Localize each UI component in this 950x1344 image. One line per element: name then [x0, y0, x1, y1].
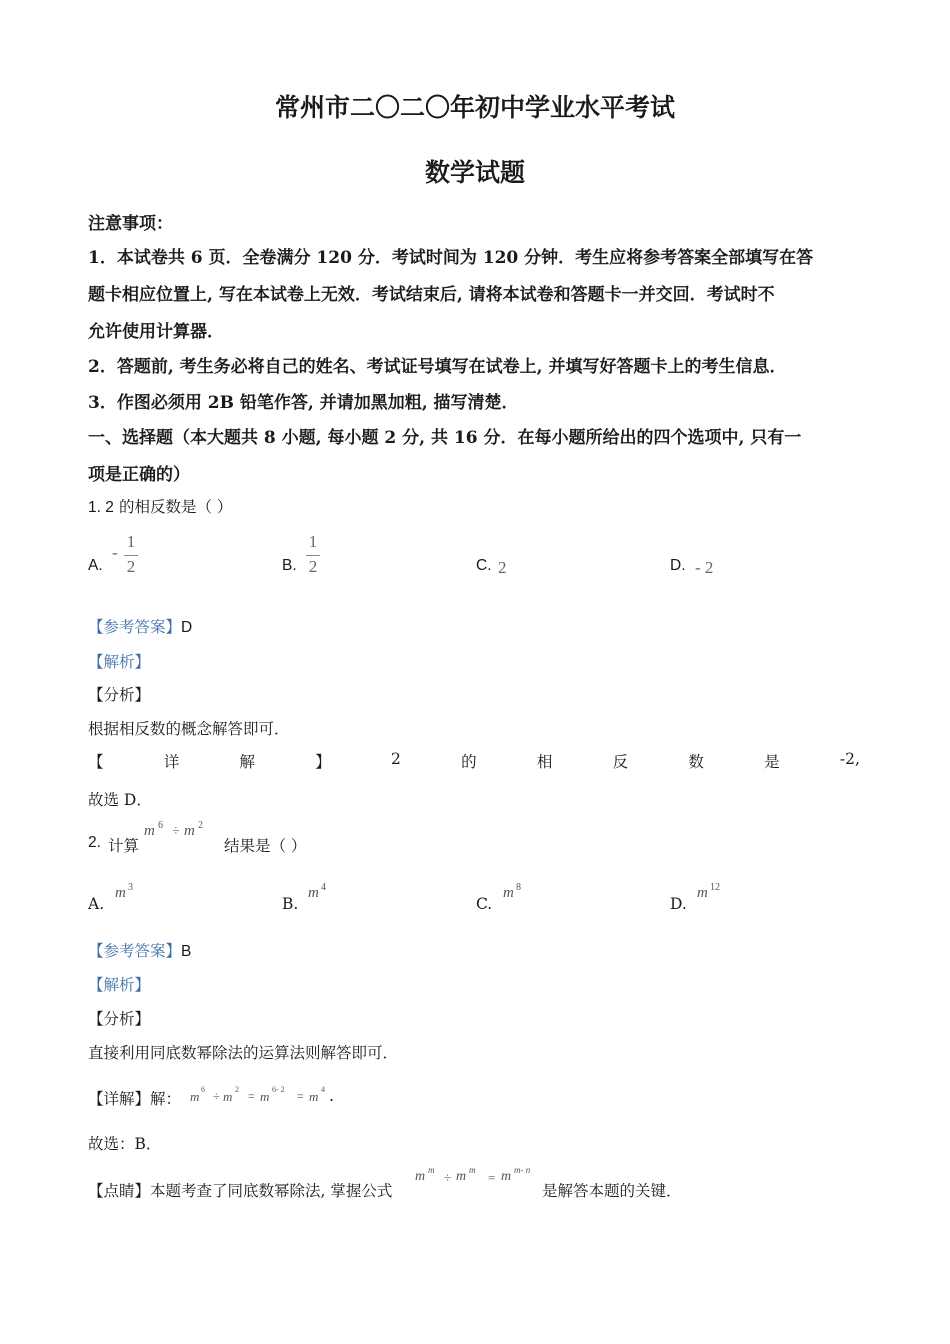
- q1-option-a-denominator: 2: [126, 557, 136, 576]
- q2-detail-div: ÷: [213, 1089, 220, 1103]
- q2-detail-eq2: =: [297, 1089, 304, 1103]
- page-subtitle: 数学试题: [424, 158, 525, 187]
- q1-detail-token: -2,: [839, 750, 860, 768]
- q2-option-d-base: m: [697, 885, 708, 901]
- q1-option-b-fraction-bar: [306, 555, 320, 556]
- q2-number: 2.: [88, 834, 101, 851]
- q1-detail-token: 反: [612, 753, 629, 771]
- q2-expr-base2: m: [184, 823, 195, 839]
- q2-detail-e4: 4: [321, 1085, 325, 1094]
- q2-tip-label: 【点睛】本题考查了同底数幂除法, 掌握公式: [88, 1182, 393, 1200]
- q2-answer: [88, 939, 191, 961]
- q2-detail-m2: m: [223, 1089, 233, 1104]
- q2-option-d-letter: D.: [670, 895, 687, 913]
- q1-option-a-sign: -: [112, 543, 118, 562]
- q2-expr-base1: m: [144, 823, 155, 839]
- q1-stem-text: 的相反数是（ ）: [118, 498, 233, 516]
- notice-line-3: 允许使用计算器．: [88, 322, 224, 342]
- q2-answer-value: B: [181, 943, 192, 960]
- q2-stem-after: 结果是（ ）: [224, 837, 307, 855]
- q1-option-d-letter: D.: [670, 557, 686, 574]
- q1-option-a-numerator: 1: [126, 532, 136, 551]
- q2-tip-eq: =: [488, 1170, 496, 1185]
- q1-option-c-value: 2: [498, 558, 507, 577]
- q2-detail-e1: 6: [201, 1085, 205, 1094]
- q2-option-b-base: m: [308, 885, 319, 901]
- q1-option-a-letter: A.: [88, 557, 103, 574]
- q2-option-c-base: m: [503, 885, 514, 901]
- q2-expr-exp2: 2: [198, 820, 203, 831]
- q2-detail-eq1: =: [248, 1089, 255, 1103]
- section-heading-line-1: 一、选择题（本大题共 8 小题, 每小题 2 分, 共 16 分．在每小题所给出的四个选项中, 只有一: [88, 428, 802, 448]
- q1-detail-token: 是: [764, 753, 780, 771]
- q1-fenxi-text: 根据相反数的概念解答即可．: [88, 720, 290, 738]
- page-title: 常州市二〇二〇年初中学业水平考试: [274, 93, 675, 122]
- q1-detail-token: 相: [536, 753, 553, 771]
- q2-tip-after: 是解答本题的关键．: [542, 1182, 682, 1200]
- q2-expr-exp1: 6: [158, 820, 163, 831]
- q1-option-c-letter: C.: [476, 557, 492, 574]
- q2-option-c-letter: C.: [476, 895, 493, 913]
- q2-option-a-base: m: [115, 885, 126, 901]
- q2-detail-e3: 6- 2: [272, 1085, 285, 1094]
- q1-detail-token: 【: [88, 753, 104, 771]
- q2-detail-label: 【详解】解：: [88, 1090, 182, 1108]
- q1-detail-line: [88, 750, 860, 772]
- q2-conclusion: 故选：B．: [88, 1135, 162, 1153]
- q2-detail-e2: 2: [235, 1085, 239, 1094]
- q1-option-b-numerator: 1: [308, 532, 318, 551]
- q2-tip-m3: m: [501, 1169, 512, 1184]
- q2-detail-end: .: [329, 1087, 334, 1105]
- q1-detail-token: 详: [163, 753, 180, 771]
- notice-line-4: 2．答题前, 考生务必将自己的姓名、考试证号填写在试卷上, 并填写好答题卡上的考生信息．: [88, 357, 787, 377]
- q2-option-b-letter: B.: [282, 895, 299, 913]
- q1-detail-token: 解: [239, 753, 256, 771]
- q1-fenxi-label: 【分析】: [88, 686, 151, 704]
- q2-tip-e1: m: [428, 1165, 435, 1175]
- q2-tip-div: ÷: [444, 1170, 452, 1185]
- notice-line-1: 1．本试卷共 6 页．全卷满分 120 分．考试时间为 120 分钟．考生应将参考答案全部填写在答: [88, 248, 814, 268]
- q1-option-b-denominator: 2: [308, 557, 318, 576]
- q2-expr-op: ÷: [172, 824, 180, 839]
- q2-detail-m1: m: [190, 1089, 200, 1104]
- q2-tip-m2: m: [456, 1169, 467, 1184]
- q1-analysis-label: 【解析】: [88, 653, 151, 671]
- q1-option-a-fraction-bar: [124, 555, 138, 556]
- q2-detail-m4: m: [309, 1089, 319, 1104]
- q2-option-d-exp: 12: [710, 882, 720, 893]
- q1-detail-token: 的: [461, 753, 477, 771]
- q1-answer-value: D: [181, 619, 193, 636]
- q1-option-b-letter: B.: [282, 557, 297, 574]
- q1-answer-label: 【参考答案】: [88, 618, 182, 636]
- section-heading-line-2: 项是正确的）: [88, 465, 190, 485]
- q1-option-d-value: - 2: [695, 558, 714, 577]
- q2-stem-text: 计算: [108, 837, 140, 855]
- q2-answer-label: 【参考答案】: [88, 942, 182, 960]
- q2-tip-e3: m- n: [514, 1165, 531, 1175]
- q2-option-b-exp: 4: [321, 882, 326, 893]
- notice-heading: 注意事项：: [88, 214, 173, 234]
- q2-analysis-label: 【解析】: [88, 976, 151, 994]
- q2-detail-m3: m: [260, 1089, 270, 1104]
- q1-number: 1. 2: [88, 499, 114, 516]
- q1-detail-token: 】: [315, 753, 331, 771]
- q1-detail-token: 2: [391, 750, 401, 768]
- q2-fenxi-label: 【分析】: [88, 1010, 151, 1028]
- q1-stem: [88, 495, 232, 517]
- q2-tip-m1: m: [415, 1169, 426, 1184]
- q1-conclusion: 故选 D．: [88, 791, 152, 809]
- q2-tip-e2: m: [469, 1165, 476, 1175]
- notice-line-5: 3．作图必须用 2B 铅笔作答, 并请加黑加粗, 描写清楚．: [88, 393, 519, 413]
- notice-line-2: 题卡相应位置上, 写在本试卷上无效．考试结束后, 请将本试卷和答题卡一并交回．考试时不: [88, 285, 775, 305]
- q1-answer: [88, 615, 192, 637]
- q2-option-c-exp: 8: [516, 882, 521, 893]
- q1-detail-token: 数: [688, 753, 704, 771]
- q2-fenxi-text: 直接利用同底数幂除法的运算法则解答即可．: [88, 1044, 399, 1062]
- q2-option-a-letter: A.: [88, 895, 105, 913]
- q2-option-a-exp: 3: [128, 882, 133, 893]
